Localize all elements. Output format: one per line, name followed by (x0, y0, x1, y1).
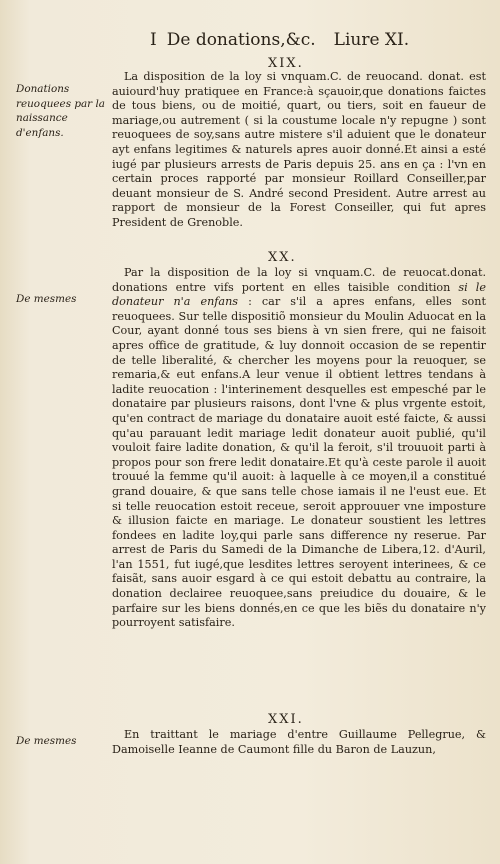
book-label: Liure XI. (333, 30, 410, 50)
running-header (150, 30, 480, 50)
margin-note: De mesmes (16, 293, 77, 305)
section-number: XIX. (268, 56, 304, 71)
section-number: XX. (268, 250, 297, 265)
section-number: XXI. (268, 712, 304, 727)
paragraph: En traittant le mariage d'entre Guillaume Pellegrue, & Damoiselle Ieanne de Caumont fille du Baron de Lauzun, (112, 728, 486, 756)
margin-note: Donations reuoquees par la naissance d'enfans. (16, 83, 105, 139)
page-number: I (150, 30, 157, 50)
section-text (112, 70, 486, 231)
paragraph-start: Par la disposition de la loy si vnquam.C. de reuocat.donat. donations entre vifs portent en elles taisible condition (112, 266, 486, 294)
paragraph-end: : car s'il a apres enfans, elles sont reuoquees. Sur telle dispositiõ monsieur du Moulin Aduocat en la Cour, ayant donné tous ses biens à vn sien frere, qui ne faisoit apres office de gratitude, & luy donnoit occasion de se repentir de telle liberalité, & chercher les moyens pour la reuoquer, se remaria,& eut enfans.A leur venue il obtient lettres tendans à ladite reuocation : l'interinement desquelles est empesché par le donataire par plusieurs raisons, dont l'vne & plus vrgente estoit, qu'en contract de mariage du donataire auoit esté faicte, & aussi qu'au parauant ledit mariage ledit donateur auoit publié, qu'il vouloit faire ladite donation, & qu'il la feroit, s'il trouuoit parti à propos pour son frere ledit donataire.Et qu'à ceste parole il auoit trouué la femme qu'il auoit: à laquelle à ce moyen,il a constitué grand douaire, & que sans telle chose iamais il ne l'eust eue. Et si telle reuocation estoit receue, seroit approuuer vne imposture & illusion faicte en mariage. Le donateur soustient les lettres fondees en ladite loy,qui parle sans difference ny reserue. Par arrest de Paris du Samedi de la Dimanche de Libera,12. d'Auril, l'an 1551, fut iugé,que lesdites lettres seroyent interinees, & ce faisãt, sans auoir esgard à ce qui estoit debattu au contraire, la donation declairee reuoquee,sans preiudice du douaire, & le parfaire sur les biens donnés,en ce que les biẽs du donataire n'y pourroyent satisfaire. (112, 295, 486, 630)
paragraph: La disposition de la loy si vnquam.C. de reuocand. donat. est auiourd'huy pratiquee en France:à sçauoir,que donations faictes de tous biens, ou de moitié, quart, ou tiers, soit en faueur de mariage,ou autrement ( si la coustume locale n'y repugne ) sont reuoquees de soy,sans autre mistere s'il aduient que le donateur ayt enfans legitimes & naturels apres auoir donné.Et ainsi a esté iugé par plusieurs arrests de Paris depuis 25. ans en ça : l'vn en certain proces rapporté par monsieur Roillard Conseiller,par deuant monsieur de S. André second President. Autre arrest au rapport de monsieur de la Forest Conseiller, qui fut apres President de Grenoble. (112, 70, 486, 229)
section-text (112, 266, 486, 631)
margin-note: De mesmes (16, 735, 77, 747)
section-text (112, 728, 486, 757)
header-title: De donations,&c. (166, 30, 316, 50)
paragraph-italic: si le donateur n'a enfans (112, 280, 486, 309)
paragraph (112, 266, 486, 631)
